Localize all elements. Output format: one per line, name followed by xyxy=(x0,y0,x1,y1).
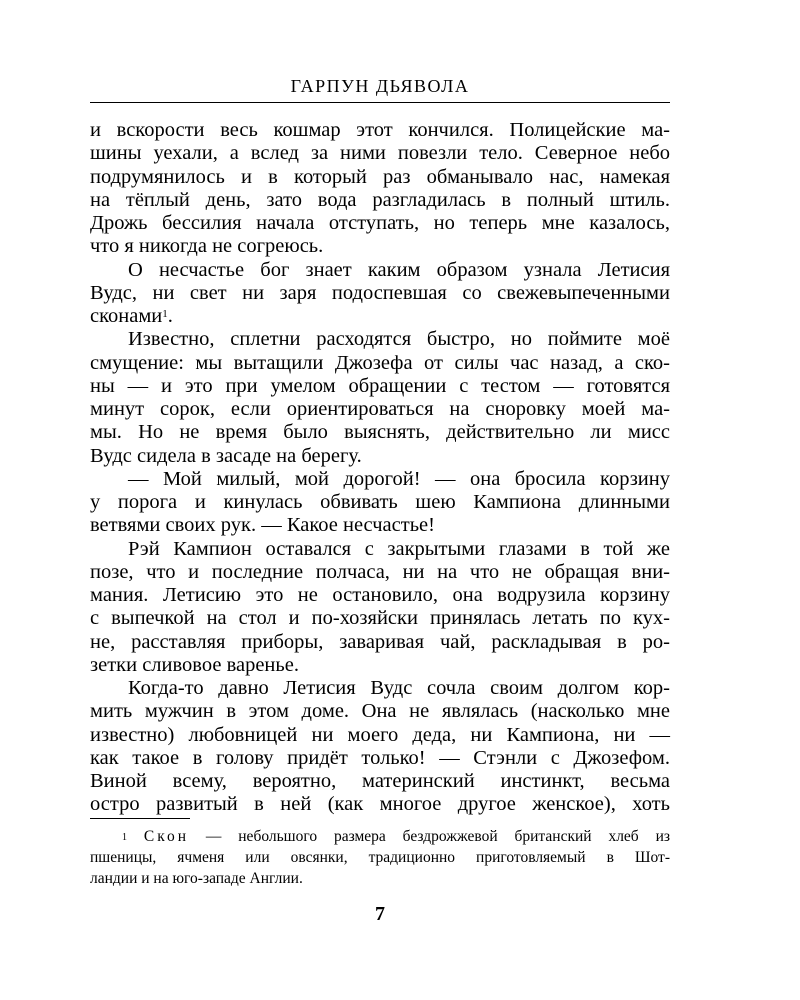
text-line: Рэй Кампион оставался с закрытыми глазами в той же xyxy=(128,537,670,560)
text-line: не, расставляя приборы, заваривая чай, раскладывая в ро- xyxy=(90,630,670,653)
text-line: позе, что и последние полчаса, ни на что не обращая вни- xyxy=(90,560,670,583)
text-line: шины уехали, а вслед за ними повезли тело. Северное небо xyxy=(90,142,670,165)
footnote-term: Скон xyxy=(143,828,190,845)
text-line-with-footnote: сконами$^1$. xyxy=(90,305,173,327)
text-line: остро развитый в ней (как многое другое женское), хоть xyxy=(90,793,670,816)
text-line: подрумянилось и в который раз обманывало нас, намекая xyxy=(90,165,670,188)
text-line: ветвями своих рук. — Какое несчастье! xyxy=(90,514,435,537)
text-line: Когда-то давно Летисия Вудс сочла своим долгом кор- xyxy=(128,677,670,699)
footnote-line: ландии и на юго-западе Англии. xyxy=(90,870,303,887)
header-rule xyxy=(90,102,670,103)
running-title: ГАРПУН ДЬЯВОЛА xyxy=(290,76,470,96)
text-line: ны — и это при умелом обращении с тестом — готовятся xyxy=(90,374,670,397)
text-line: зетки сливовое варенье. xyxy=(90,653,299,676)
footnote-line: пшеницы, ячменя или овсянки, традиционно приготовляемый в Шот- xyxy=(90,849,670,866)
text-line: известно) любовницей ни моего деда, ни Кампиона, ни — xyxy=(90,723,670,746)
text-line: смущение: мы вытащили Джозефа от силы час назад, а ско- xyxy=(90,351,670,374)
text-line: как такое в голову придёт только! — Стэнли с Джозефом. xyxy=(90,746,670,769)
text-line: минут сорок, если ориентироваться на сноровку моей ма- xyxy=(90,398,670,420)
text-line: мания. Летисию это не остановило, она водрузила корзину xyxy=(90,584,670,606)
text-line: что я никогда не согреюсь. xyxy=(90,235,324,258)
text-line: О несчастье бог знает каким образом узнала Летисия xyxy=(128,258,670,281)
text-line: Вудс сидела в засаде на берегу. xyxy=(90,444,362,467)
body-text xyxy=(90,119,670,817)
footnote-marker: 1 xyxy=(122,832,127,843)
footnote-line xyxy=(90,826,670,847)
text-line: мы. Но не время было выяснять, действительно ли мисс xyxy=(90,421,670,444)
footnote-reference[interactable]: 1 xyxy=(162,308,168,320)
footnote-rule xyxy=(90,818,190,819)
text-line: с выпечкой на стол и по-хозяйски принялась летать по кух- xyxy=(90,607,670,630)
page-number: 7 xyxy=(375,903,385,925)
text-line: Вудс, ни свет ни заря подоспевшая со свежевыпеченными xyxy=(90,281,670,304)
text-line: Известно, сплетни расходятся быстро, но поймите моё xyxy=(128,328,670,351)
text-line: Дрожь бессилия начала отступать, но теперь мне казалось, xyxy=(90,212,670,234)
text-line: и вскорости весь кошмар этот кончился. Полицейские ма- xyxy=(90,119,670,141)
footnote xyxy=(90,826,670,889)
text-line: Виной всему, вероятно, материнский инстинкт, весьма xyxy=(90,770,670,792)
text-line: мить мужчин в этом доме. Она не являлась (насколько мне xyxy=(90,700,670,723)
text-fragment: сконами xyxy=(90,305,163,327)
text-line: на тёплый день, зато вода разгладилась в полный штиль. xyxy=(90,188,670,211)
text-line: — Мой милый, мой дорогой! — она бросила корзину xyxy=(128,467,670,490)
footnote-text: — небольшого размера бездрожжевой британский хлеб из xyxy=(189,828,670,845)
text-line: у порога и кинулась обвивать шею Кампиона длинными xyxy=(90,491,670,513)
